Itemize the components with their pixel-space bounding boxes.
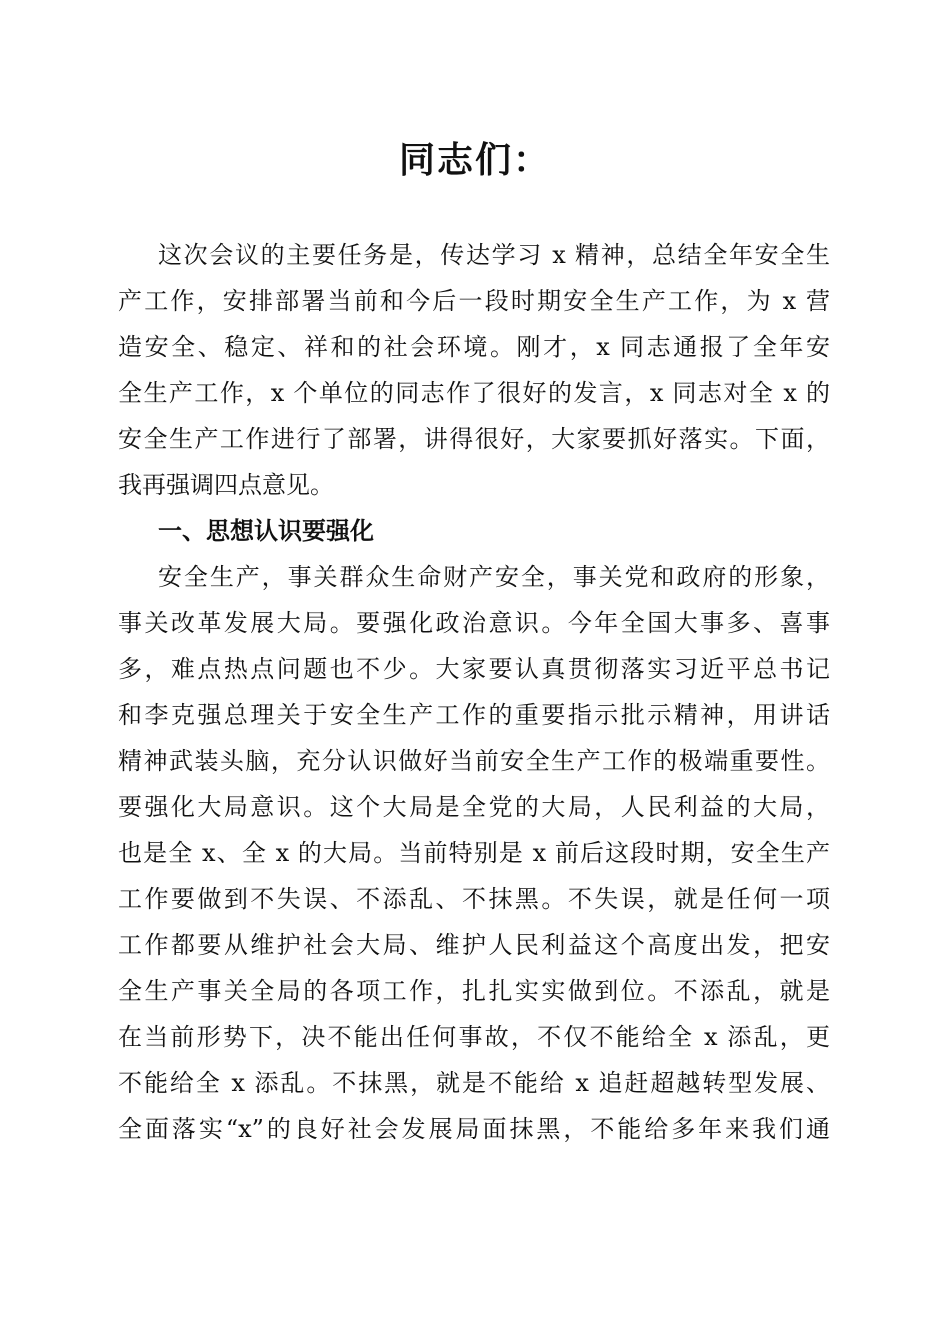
text-line: 安全生产，事关群众生命财产安全，事关党和政府的形象， (158, 563, 830, 591)
text-line: 安全生产工作进行了部署，讲得很好，大家要抓好落实。下面， (118, 425, 830, 453)
text-line: 这次会议的主要任务是，传达学习 x 精神，总结全年安全生 (158, 241, 830, 269)
paragraph-opening (118, 232, 830, 508)
text-line: 精神武装头脑，充分认识做好当前安全生产工作的极端重要性。 (118, 747, 830, 775)
text-line: 和李克强总理关于安全生产工作的重要指示批示精神，用讲话 (118, 701, 830, 729)
text-line: 全生产工作，x 个单位的同志作了很好的发言，x 同志对全 x 的 (118, 379, 830, 407)
text-line: 也是全 x、全 x 的大局。当前特别是 x 前后这段时期，安全生产 (118, 839, 830, 867)
text-line: 产工作，安排部署当前和今后一段时期安全生产工作，为 x 营 (118, 287, 830, 315)
text-line: 在当前形势下，决不能出任何事故，不仅不能给全 x 添乱，更 (118, 1023, 830, 1051)
text-line: 全面落实“x”的良好社会发展局面抹黑，不能给多年来我们通 (118, 1115, 830, 1143)
text-line: 工作都要从维护社会大局、维护人民利益这个高度出发，把安 (118, 931, 830, 959)
text-line: 造安全、稳定、祥和的社会环境。刚才，x 同志通报了全年安 (118, 333, 830, 361)
speech-body (118, 232, 830, 1152)
page-title: 同志们： (398, 139, 551, 181)
text-line: 全生产事关全局的各项工作，扎扎实实做到位。不添乱，就是 (118, 977, 830, 1005)
text-line: 事关改革发展大局。要强化政治意识。今年全国大事多、喜事 (118, 609, 830, 637)
text-line: 我再强调四点意见。 (118, 471, 334, 499)
text-line: 不能给全 x 添乱。不抹黑，就是不能给 x 追赶超越转型发展、 (118, 1069, 830, 1097)
paragraph-section-one (118, 554, 830, 1152)
section-heading: 一、思想认识要强化 (158, 517, 374, 545)
text-line: 多，难点热点问题也不少。大家要认真贯彻落实习近平总书记 (118, 655, 830, 683)
text-line: 工作要做到不失误、不添乱、不抹黑。不失误，就是任何一项 (118, 885, 830, 913)
text-line: 要强化大局意识。这个大局是全党的大局，人民利益的大局， (118, 793, 830, 821)
